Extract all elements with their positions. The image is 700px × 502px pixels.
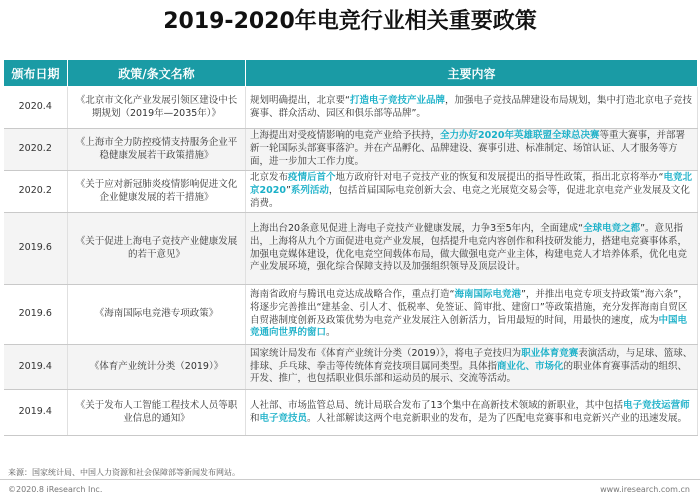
content-text: 表演活动，与足球、篮球、排球、乒乓球、拳击等传统体育竞技项目属同类型。具体指 bbox=[250, 347, 693, 372]
column-header-content: 主要内容 bbox=[246, 60, 698, 87]
copyright-text: ©2020.8 iResearch Inc. bbox=[8, 485, 103, 494]
policy-date: 2020.2 bbox=[4, 129, 68, 171]
table-row bbox=[4, 171, 698, 213]
policy-content bbox=[246, 213, 698, 285]
highlight-text: 中国电竞通向世界的窗口 bbox=[250, 314, 688, 339]
table-row bbox=[4, 390, 698, 436]
content-text: 。 bbox=[326, 327, 336, 339]
table-row bbox=[4, 87, 698, 129]
policy-name: 《上海市全力防控疫情支持服务企业平稳健康发展若干政策措施》 bbox=[68, 129, 246, 171]
policy-content bbox=[246, 87, 698, 129]
table-row bbox=[4, 129, 698, 171]
highlight-text: 电子竞技员 bbox=[259, 412, 308, 424]
policy-name: 《海南国际电竞港专项政策》 bbox=[68, 285, 246, 345]
policy-table bbox=[3, 59, 698, 436]
highlight-text: 商业化、市场化 bbox=[497, 360, 564, 372]
content-text: 北京发布 bbox=[250, 172, 289, 184]
content-text: 的职业体育赛事活动的组织、开发、推广，也包括职业俱乐部和运动员的展示、交流等活动。 bbox=[250, 360, 688, 385]
highlight-text: 全力办好2020年英雄联盟全球总决赛 bbox=[440, 130, 600, 142]
highlight-text: 打造电子竞技产业品牌 bbox=[349, 94, 445, 106]
highlight-text: 职业体育竞赛 bbox=[521, 347, 579, 359]
highlight-text: 电子竞技运营师 bbox=[623, 399, 690, 411]
table-row bbox=[4, 345, 698, 390]
content-text: 上海出台20条意见促进上海电子竞技产业健康发展，力争3至5年内，全面建成“ bbox=[250, 222, 584, 234]
policy-content bbox=[246, 129, 698, 171]
table-header-row bbox=[4, 60, 698, 87]
content-text: 海南省政府与腾讯电竞达成战略合作，重点打造“ bbox=[250, 288, 455, 300]
policy-date: 2020.2 bbox=[4, 171, 68, 213]
policy-date: 2019.6 bbox=[4, 213, 68, 285]
content-text: ”。意见指出，上海将从九个方面促进电竞产业发展，包括提升电竞内容创作和科技研发能力，搭建电竞赛事体系，加强电竞媒体建设，优化电竞空间载体布局，做大做强电竞产业主体，构建电竞人才培养体系，优化电竞产业发展环境，强化综合保障支持以及加强组织领导及顶层设计。 bbox=[250, 222, 688, 273]
table-row bbox=[4, 285, 698, 345]
content-text: ” bbox=[285, 185, 291, 197]
highlight-text: 系列活动 bbox=[290, 185, 329, 197]
policy-name: 《北京市文化产业发展引领区建设中长期规划（2019年—2035年）》 bbox=[68, 87, 246, 129]
page-title: 2019-2020年电竞行业相关重要政策 bbox=[163, 9, 537, 34]
content-text: 和 bbox=[250, 412, 260, 424]
content-text: 地方政府针对电子竞技产业的恢复和发展提出的指导性政策，指出北京将举办“ bbox=[335, 172, 664, 184]
content-text: 上海提出对受疫情影响的电竞产业给予扶持， bbox=[250, 130, 441, 142]
website-url: www.iresearch.com.cn bbox=[600, 485, 690, 494]
highlight-text: 海南国际电竞港 bbox=[454, 288, 521, 300]
column-header-name: 政策/条文名称 bbox=[68, 60, 246, 87]
policy-name: 《关于发布人工智能工程技术人员等职业信息的通知》 bbox=[68, 390, 246, 436]
policy-name: 《关于应对新冠肺炎疫情影响促进文化企业健康发展的若干措施》 bbox=[68, 171, 246, 213]
policy-content bbox=[246, 171, 698, 213]
content-text: 。人社部解读这两个电竞新职业的发布，是为了匹配电竞赛事和电竞新兴产业的迅速发展。 bbox=[307, 412, 688, 424]
content-text: ”，并推出电竞专项支持政策“海六条”，将逐步完善推出“建基金、引人才、低税率、免签证、简审批、建窗口”等政策措施，充分发挥海南自贸区自贸港制度创新及政策优势为电竞产业发展注入创新活力，旨用最短的时间，用最快的速度，成为 bbox=[250, 288, 688, 326]
table-row bbox=[4, 213, 698, 285]
content-text: 等重大赛事，并部署新一轮国际头部赛事落沪。并在产品孵化、品牌建设、赛事引进、标准制定、场馆认证、人才服务等方面，进一步加大工作力度。 bbox=[250, 130, 685, 167]
column-header-date: 颁布日期 bbox=[4, 60, 68, 87]
content-text: ，加强电子竞技品牌建设布局规划，集中打造北京电子竞技赛事、群众活动、园区和俱乐部等品牌”。 bbox=[250, 94, 692, 119]
policy-date: 2019.4 bbox=[4, 345, 68, 390]
policy-date: 2020.4 bbox=[4, 87, 68, 129]
policy-content bbox=[246, 285, 698, 345]
content-text: ，包括首届国际电竞创新大会、电竞之光展览交易会等，促进北京电竞产业发展及文化消费。 bbox=[250, 185, 690, 209]
highlight-text: 电竞北京2020 bbox=[250, 172, 692, 197]
policy-name: 《关于促进上海电子竞技产业健康发展的若干意见》 bbox=[68, 213, 246, 285]
content-text: 人社部、市场监管总局、统计局联合发布了13个集中在高新技术领域的新职业，其中包括 bbox=[250, 399, 624, 411]
policy-content bbox=[246, 345, 698, 390]
policy-date: 2019.4 bbox=[4, 390, 68, 436]
policy-content bbox=[246, 390, 698, 436]
highlight-text: 全球电竞之都 bbox=[583, 222, 641, 234]
source-note: 来源：国家统计局、中国人力资源和社会保障部等新闻发布网站。 bbox=[8, 468, 240, 477]
footer bbox=[0, 479, 700, 502]
content-text: 国家统计局发布《体育产业统计分类（2019）》，将电子竞技归为 bbox=[250, 347, 522, 359]
highlight-text: 疫情后首个 bbox=[288, 172, 336, 184]
policy-name: 《体育产业统计分类（2019）》 bbox=[68, 345, 246, 390]
policy-date: 2019.6 bbox=[4, 285, 68, 345]
content-text: 规划明确提出，北京要“ bbox=[250, 94, 350, 106]
